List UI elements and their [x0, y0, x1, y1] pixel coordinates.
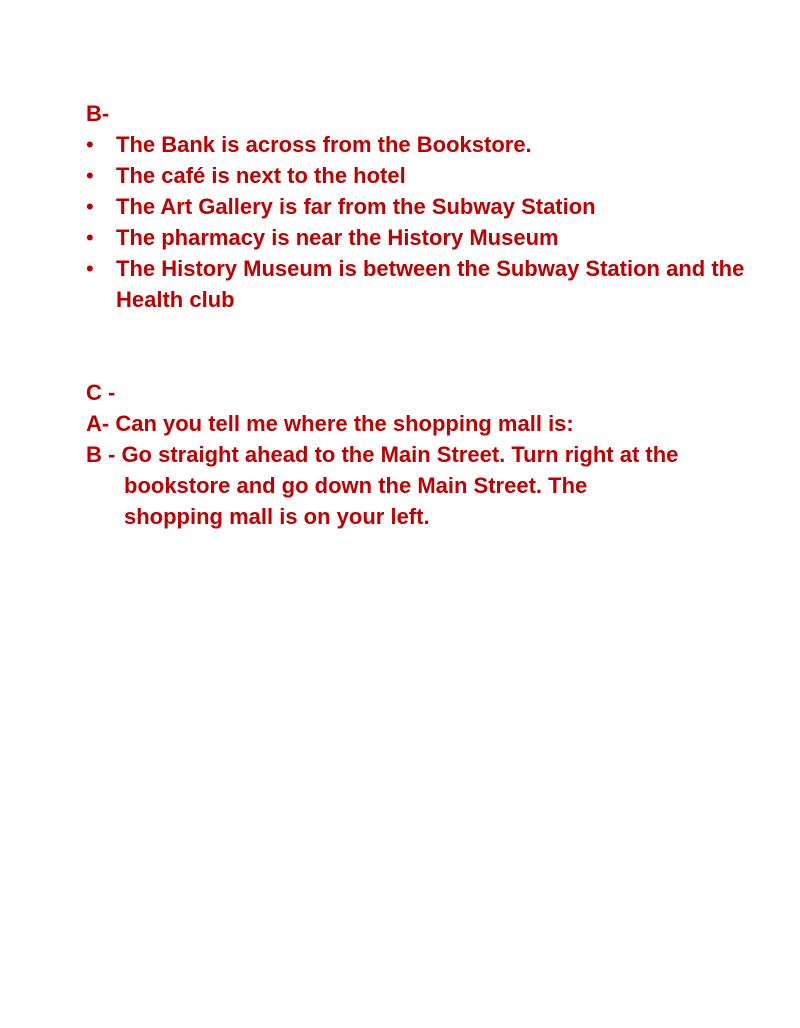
list-item-text: The café is next to the hotel: [116, 163, 406, 188]
document-body: [86, 98, 766, 532]
section-spacer: [86, 315, 766, 377]
list-item-text: The pharmacy is near the History Museum: [116, 225, 559, 250]
bullet-icon: •: [86, 256, 94, 281]
dialog-line-b: B - Go straight ahead to the Main Street. Turn right at the: [86, 442, 679, 467]
bullet-icon: •: [86, 163, 94, 188]
dialog-line-a: A- Can you tell me where the shopping mall is:: [86, 411, 574, 436]
list-item: [86, 129, 766, 160]
list-item: [86, 160, 766, 191]
bullet-icon: •: [86, 194, 94, 219]
dialog-line-b-continued: bookstore and go down the Main Street. The: [124, 473, 588, 498]
list-item-text: The History Museum is between the Subway Station and the Health club: [116, 256, 745, 312]
section-c-heading: C -: [86, 380, 116, 405]
list-item-text: The Art Gallery is far from the Subway Station: [116, 194, 596, 219]
section-b-heading: B-: [86, 101, 110, 126]
section-b: [86, 98, 766, 315]
section-c: [86, 377, 766, 532]
list-item-text: The Bank is across from the Bookstore.: [116, 132, 532, 157]
list-item: [86, 191, 766, 222]
section-b-list: [86, 129, 766, 315]
list-item: [86, 222, 766, 253]
dialog-line-b-continued: shopping mall is on your left.: [124, 504, 430, 529]
list-item: [86, 253, 766, 315]
bullet-icon: •: [86, 132, 94, 157]
bullet-icon: •: [86, 225, 94, 250]
